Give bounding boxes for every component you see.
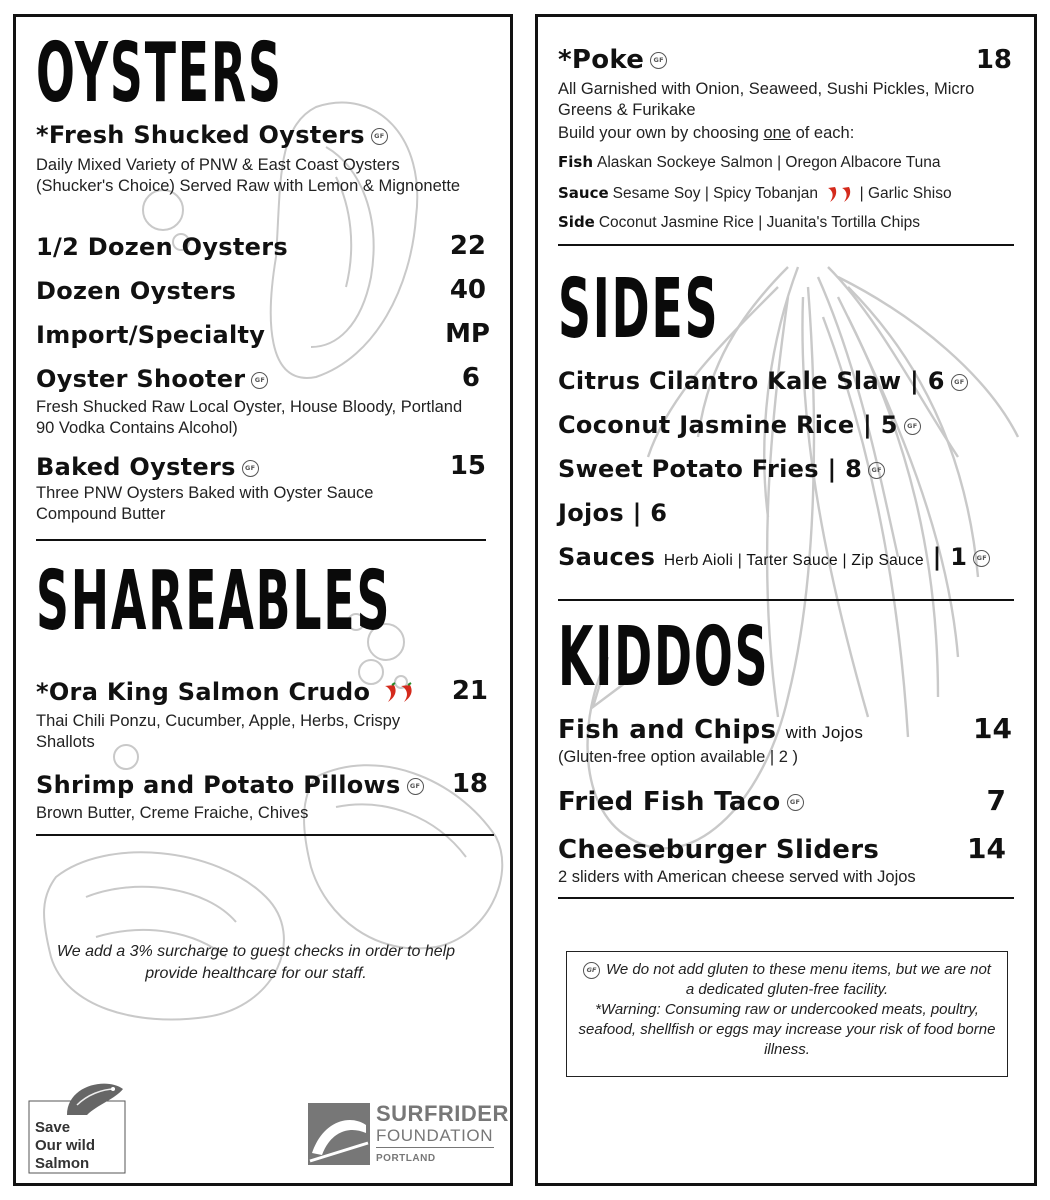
item-price: | 1	[932, 543, 968, 571]
item-name: Sauces	[558, 543, 656, 571]
allergen-notice-box	[566, 951, 1008, 1077]
gluten-free-notice: GF We do not add gluten to these menu items, but we are not a dedicated gluten-free facility.	[577, 960, 997, 1000]
item-sauces	[558, 545, 990, 569]
item-name: *Fresh Shucked Oysters	[36, 121, 365, 149]
item-price: 18	[975, 45, 1012, 75]
divider	[558, 244, 1014, 246]
item-half-dozen-oysters: 1/2 Dozen Oysters	[36, 233, 288, 261]
item-poke	[558, 47, 667, 73]
item-name: Baked Oysters	[36, 453, 236, 481]
surfrider-name: SURFRIDER	[376, 1101, 509, 1126]
item-price: 18	[451, 769, 488, 799]
chili-icon	[825, 185, 855, 203]
chili-icon	[382, 682, 416, 704]
item-description: All Garnished with Onion, Seaweed, Sushi Pickles, Micro Greens & Furikake	[558, 80, 975, 119]
item-oyster-shooter	[36, 367, 268, 391]
divider	[36, 834, 494, 836]
item-baked-oysters	[36, 455, 259, 479]
gluten-free-icon: GF	[371, 128, 388, 145]
item-jasmine-rice	[558, 413, 921, 437]
item-price: 6	[461, 363, 480, 393]
item-name: Fried Fish Taco	[558, 787, 781, 817]
item-suffix: with Jojos	[785, 723, 864, 742]
gluten-free-icon: GF	[583, 962, 600, 979]
item-price: 22	[449, 231, 486, 261]
gluten-free-icon: GF	[650, 52, 667, 69]
menu-left-panel	[13, 14, 513, 1186]
item-name: Sweet Potato Fries | 8	[558, 455, 863, 483]
poke-sauce-options: Sauce Sesame Soy | Spicy Tobanjan | Garlic Shiso	[558, 184, 952, 203]
item-description: Daily Mixed Variety of PNW & East Coast Oysters (Shucker's Choice) Served Raw with Lemon & Mignonette	[36, 156, 461, 195]
item-cheeseburger-sliders: Cheeseburger Sliders	[558, 835, 880, 865]
item-name: Oyster Shooter	[36, 365, 246, 393]
item-price: 14	[973, 712, 1012, 745]
poke-fish-options: Fish Alaskan Sockeye Salmon | Oregon Albacore Tuna	[558, 153, 941, 171]
salmon-logo-text: Save	[35, 1119, 71, 1136]
item-dozen-oysters: Dozen Oysters	[36, 277, 237, 305]
item-fish-and-chips	[558, 717, 863, 743]
menu-right-panel	[535, 14, 1037, 1186]
item-price: 15	[449, 451, 486, 481]
surfrider-chapter: PORTLAND	[376, 1153, 436, 1164]
gluten-free-icon: GF	[868, 462, 885, 479]
surcharge-note: We add a 3% surcharge to guest checks in order to help provide healthcare for our staff.	[56, 943, 456, 982]
item-price: MP	[445, 319, 490, 349]
sauce-options: Herb Aioli | Tarter Sauce | Zip Sauce	[663, 552, 924, 569]
gluten-free-icon: GF	[242, 460, 259, 477]
salmon-logo-text: Salmon	[35, 1155, 90, 1172]
item-description: 2 sliders with American cheese served with Jojos	[558, 868, 916, 886]
item-price: 21	[451, 676, 488, 706]
item-price: 14	[967, 832, 1006, 865]
salmon-logo-text: Our wild	[35, 1137, 95, 1154]
item-fried-fish-taco	[558, 789, 804, 815]
item-name: Citrus Cilantro Kale Slaw | 6	[558, 367, 945, 395]
item-name: *Poke	[558, 45, 645, 75]
divider	[558, 897, 1014, 899]
item-import-specialty: Import/Specialty	[36, 321, 266, 349]
item-name: Fish and Chips	[558, 715, 777, 745]
item-description: Three PNW Oysters Baked with Oyster Sauce Compound Butter	[36, 484, 374, 523]
gluten-free-icon: GF	[951, 374, 968, 391]
gluten-free-icon: GF	[251, 372, 268, 389]
section-title-kiddos: KIDDOS	[558, 610, 770, 705]
surfrider-wave-icon	[308, 1103, 370, 1165]
item-shrimp-potato-pillows	[36, 773, 424, 797]
gluten-free-icon: GF	[407, 778, 424, 795]
item-salmon-crudo	[36, 680, 416, 704]
surfrider-subtitle: FOUNDATION	[376, 1126, 494, 1145]
surfrider-foundation-logo	[308, 1099, 509, 1175]
item-sweet-potato-fries	[558, 457, 885, 481]
item-fresh-shucked-oysters	[36, 123, 388, 147]
poke-build-instructions: Build your own by choosing one of each:	[558, 124, 855, 142]
item-price: 40	[449, 275, 486, 305]
section-title-oysters: OYSTERS	[36, 26, 283, 121]
divider	[558, 599, 1014, 601]
item-description: Fresh Shucked Raw Local Oyster, House Bloody, Portland 90 Vodka Contains Alcohol)	[36, 398, 463, 437]
item-jojos: Jojos | 6	[558, 499, 668, 527]
item-name: *Ora King Salmon Crudo	[36, 678, 371, 706]
item-name: Coconut Jasmine Rice | 5	[558, 411, 898, 439]
gluten-free-icon: GF	[787, 794, 804, 811]
section-title-sides: SIDES	[558, 262, 720, 357]
gluten-free-icon: GF	[973, 550, 990, 567]
item-description: Thai Chili Ponzu, Cucumber, Apple, Herbs, Crispy Shallots	[36, 712, 401, 751]
item-price: 7	[986, 784, 1006, 817]
poke-side-options: Side Coconut Jasmine Rice | Juanita's Tortilla Chips	[558, 213, 921, 231]
gluten-free-icon: GF	[904, 418, 921, 435]
item-name: Shrimp and Potato Pillows	[36, 771, 401, 799]
divider	[36, 539, 486, 541]
raw-food-warning: *Warning: Consuming raw or undercooked meats, poultry, seafood, shellfish or eggs may increase your risk of food borne illness.	[578, 1001, 996, 1058]
section-title-shareables: SHAREABLES	[36, 554, 392, 649]
item-kale-slaw	[558, 369, 968, 393]
item-description: Brown Butter, Creme Fraiche, Chives	[36, 804, 309, 822]
save-our-wild-salmon-logo	[27, 1075, 127, 1175]
item-description: (Gluten-free option available | 2 )	[558, 748, 798, 766]
